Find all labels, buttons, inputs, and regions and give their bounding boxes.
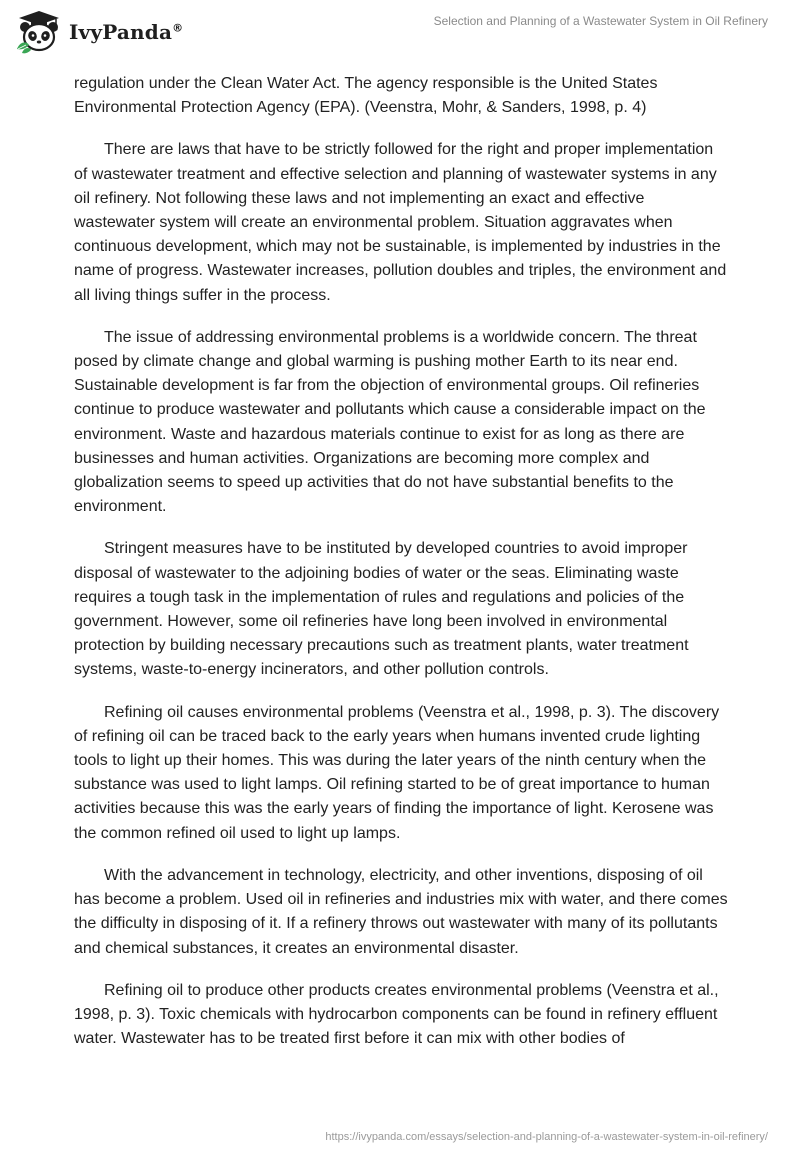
source-url-link[interactable]: https://ivypanda.com/essays/selection-and-planning-of-a-wastewater-system-in-oil-refinery/ [325, 1131, 768, 1143]
logo-wordmark: IvyPanda® [69, 20, 184, 44]
panda-graduate-icon [14, 9, 64, 55]
paragraph-6: With the advancement in technology, electricity, and other inventions, disposing of oil has become a problem. Used oil in refineries and industries mix with water, and there comes the difficulty in disposing of it. If a refinery throws out wastewater with many of its pollutants and chemical substances, it creates an environmental disaster. [74, 866, 728, 957]
paragraph-1: regulation under the Clean Water Act. The agency responsible is the United States Environmental Protection Agency (EPA). (Veenstra, Mohr, & Sanders, 1998, p. 4) [74, 75, 658, 117]
paragraph-7: Refining oil to produce other products creates environmental problems (Veenstra et al., 1998, p. 3). Toxic chemicals with hydrocarbon components can be found in refinery effluent water. Wastewater has to be treated first before it can mix with other bodies of [74, 981, 719, 1048]
registered-mark: ® [172, 21, 184, 35]
document-title: Selection and Planning of a Wastewater System in Oil Refinery [433, 14, 768, 28]
page-header [0, 0, 800, 66]
paragraph-5: Refining oil causes environmental problems (Veenstra et al., 1998, p. 3). The discovery of refining oil can be traced back to the early years when humans invented crude lighting tools to light up their homes. This was during the later years of the ninth century when the substance was used to light lamps. Oil refining started to be of great importance to human activities because this was the early years of finding the importance of light. Kerosene was the common refined oil used to light up lamps. [74, 703, 720, 842]
paragraph-4: Stringent measures have to be instituted by developed countries to avoid improper disposal of wastewater to the adjoining bodies of water or the seas. Eliminating waste requires a tough task in the implementation of rules and regulations and policies of the government. However, some oil refineries have long been involved in environmental protection by building necessary precautions such as treatment plants, water treatment systems, waste-to-energy incinerators, and other pollution controls. [74, 540, 689, 679]
essay-body [74, 72, 728, 1069]
paragraph-2: There are laws that have to be strictly followed for the right and proper implementation of wastewater treatment and effective selection and planning of wastewater systems in any oil refinery. Not following these laws and not implementing an exact and effective wastewater system will create an environmental problem. Situation aggravates when continuous development, which may not be sustainable, is implemented by industries in the name of progress. Wastewater increases, pollution doubles and triples, the environment and all living things suffer in the process. [74, 141, 727, 304]
paragraph-3: The issue of addressing environmental problems is a worldwide concern. The threat posed by climate change and global warming is pushing mother Earth to its near end. Sustainable development is far from the objection of environmental groups. Oil refineries continue to produce wastewater and pollutants which cause a considerable impact on the environment. Waste and hazardous materials continue to exist for as long as there are businesses and human activities. Organizations are becoming more complex and globalization seems to speed up activities that do not have substantial benefits to the environment. [74, 328, 706, 516]
ivypanda-logo[interactable] [14, 9, 183, 55]
